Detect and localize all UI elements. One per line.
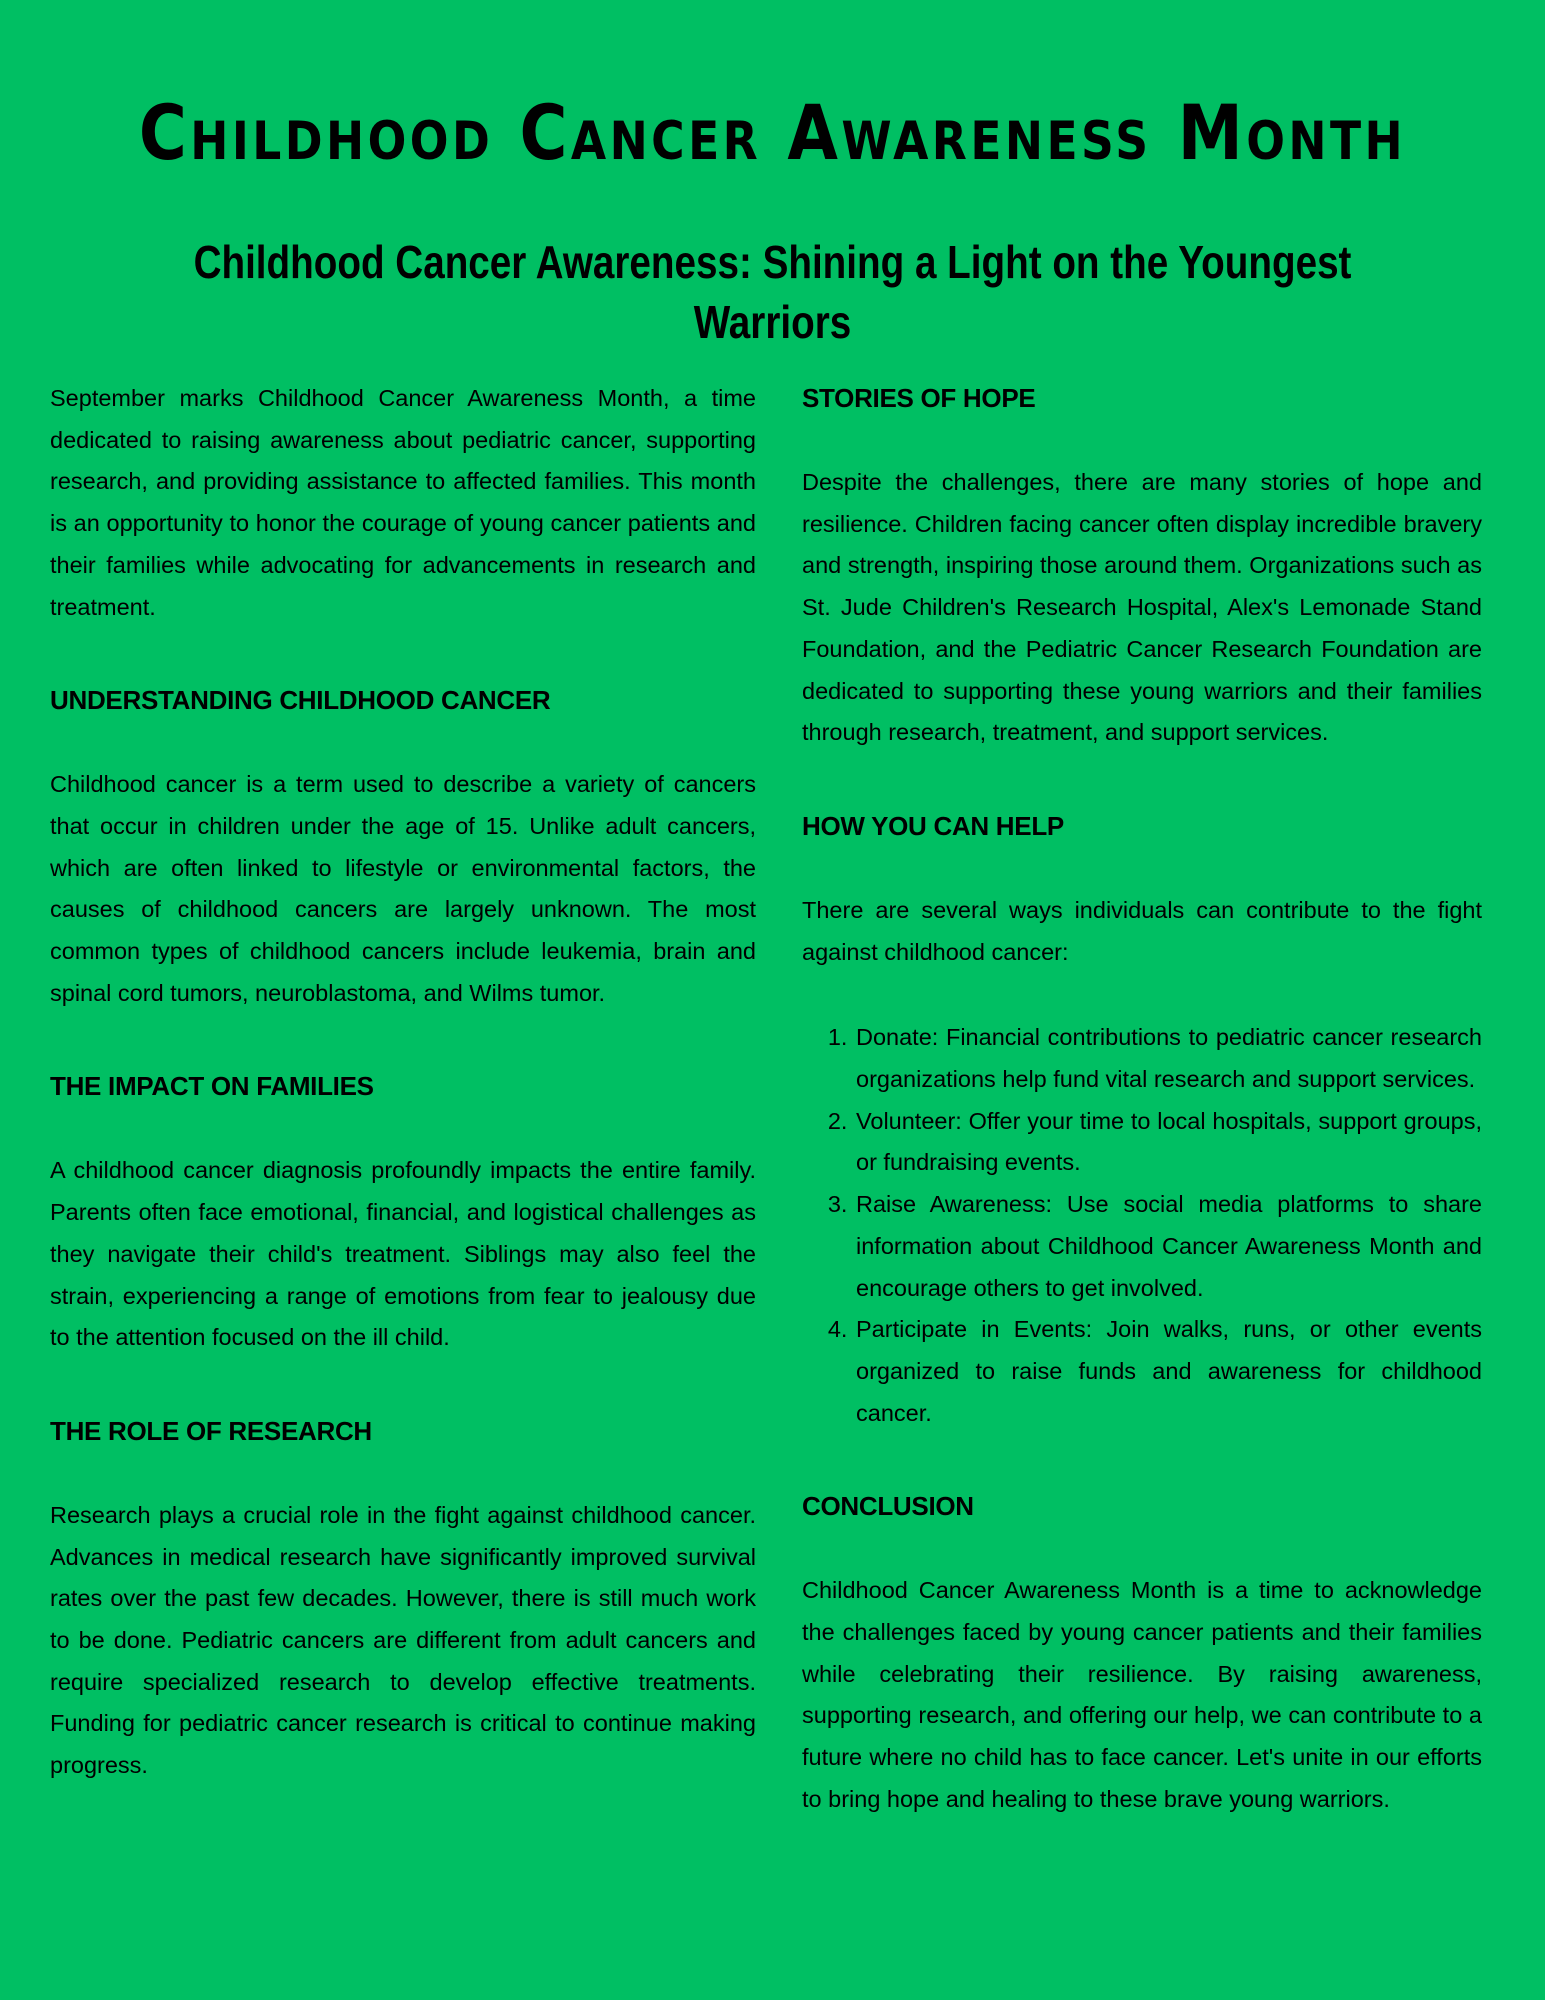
page-title: Childhood Cancer Awareness Month (138, 88, 1407, 177)
section-body-hope: Despite the challenges, there are many stories of hope and resilience. Children facing cancer often display incredible bravery and strength, inspiring those around them. Organizations such as St. Jude Children's Research Hospital, Alex's Lemonade Stand Foundation, and the Pediatric Cancer Research Foundation are dedicated to supporting these young warriors and their families through research, treatment, and support services. (802, 469, 1482, 746)
section-body-impact: A childhood cancer diagnosis profoundly impacts the entire family. Parents often face emotional, financial, and logistical challenges as they navigate their child's treatment. Siblings may also feel the strain, experiencing a range of emotions from fear to jealousy due to the attention focused on the ill child. (50, 1157, 756, 1351)
list-item: 2. Volunteer: Offer your time to local hospitals, support groups, or fundraising events. (854, 1101, 1482, 1184)
section-heading-understanding: UNDERSTANDING CHILDHOOD CANCER (50, 685, 551, 716)
section-heading-hope: STORIES OF HOPE (802, 383, 1036, 413)
section-heading-conclusion: CONCLUSION (802, 1491, 974, 1522)
section-body-help: There are several ways individuals can contribute to the fight against childhood cancer: (802, 896, 1482, 965)
page-subtitle: Childhood Cancer Awareness: Shining a Light on the Youngest Warriors (193, 236, 1352, 348)
list-item: 1. Donate: Financial contributions to pediatric cancer research organizations help fund vital research and support services. (854, 1017, 1482, 1100)
right-column (802, 378, 1482, 1873)
section-body-understanding: Childhood cancer is a term used to describe a variety of cancers that occur in children under the age of 15. Unlike adult cancers, which are often linked to lifestyle or environmental factors, the causes of childhood cancers are largely unknown. The most common types of childhood cancers include leukemia, brain and spinal cord tumors, neuroblastoma, and Wilms tumor. (50, 771, 756, 1006)
help-list (802, 1017, 1482, 1434)
intro-paragraph: September marks Childhood Cancer Awareness Month, a time dedicated to raising awareness about pediatric cancer, supporting research, and providing assistance to affected families. This month is an opportunity to honor the courage of young cancer patients and their families while advocating for advancements in research and treatment. (50, 385, 756, 620)
list-item: 3. Raise Awareness: Use social media platforms to share information about Childhood Cancer Awareness Month and encourage others to get involved. (854, 1184, 1482, 1309)
section-heading-research: THE ROLE OF RESEARCH (50, 1415, 372, 1446)
section-body-research: Research plays a crucial role in the fight against childhood cancer. Advances in medical research have significantly improved survival rates over the past few decades. However, there is still much work to be done. Pediatric cancers are different from adult cancers and require specialized research to develop effective treatments. Funding for pediatric cancer research is critical to continue making progress. (50, 1501, 756, 1779)
left-column (50, 378, 756, 1839)
list-item: 4. Participate in Events: Join walks, runs, or other events organized to raise funds and awareness for childhood cancer. (854, 1309, 1482, 1434)
section-heading-impact: THE IMPACT ON FAMILIES (50, 1071, 374, 1102)
section-heading-help: HOW YOU CAN HELP (802, 810, 1064, 841)
section-body-conclusion: Childhood Cancer Awareness Month is a time to acknowledge the challenges faced by young cancer patients and their families while celebrating their resilience. By raising awareness, supporting research, and offering our help, we can contribute to a future where no child has to face cancer. Let's unite in our efforts to bring hope and healing to these brave young warriors. (802, 1577, 1482, 1812)
